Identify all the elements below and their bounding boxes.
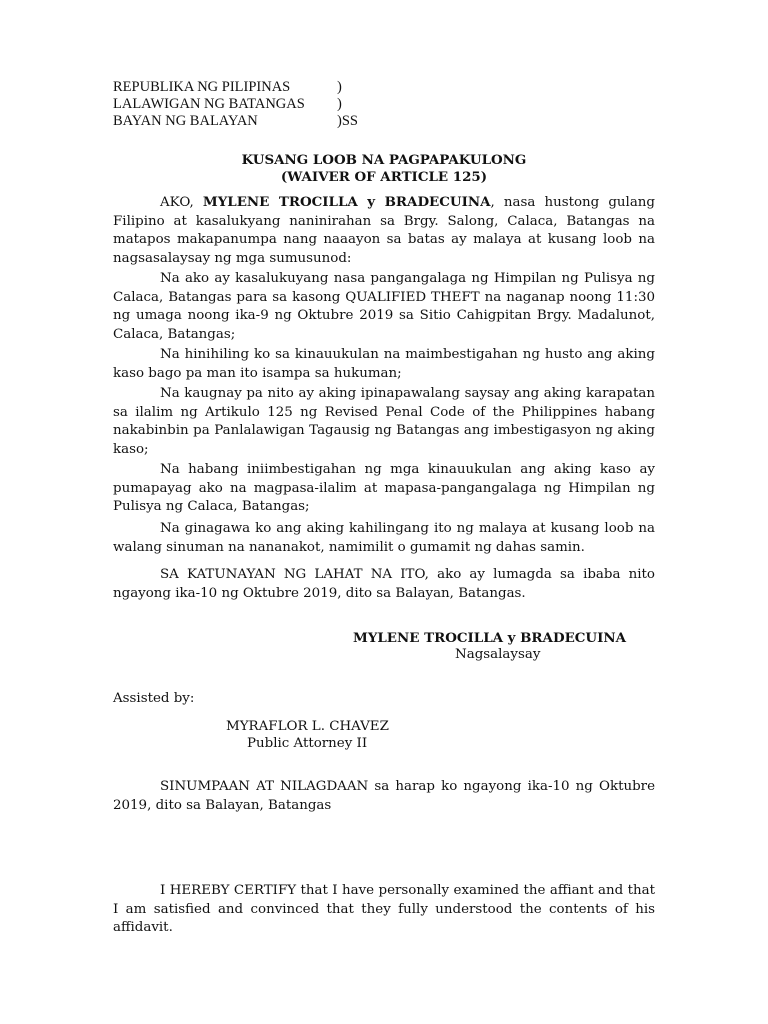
venue-label: LALAWIGAN NG BATANGAS: [113, 96, 305, 112]
document-title: KUSANG LOOB NA PAGPAPAKULONG: [241, 152, 527, 168]
intro-text: , nasa hustong gulang Filipino at kasalukyang naninirahan sa Brgy. Salong, Calaca, Batangas na matapos makapanumpa nang naaayon sa batas ay malaya at kusang loob na nagsasalaysay ng mga sumusunod:: [113, 195, 656, 266]
certification-paragraph: I HEREBY CERTIFY that I have personally examined the affiant and that I am satisfied and convinced that they fully understood the contents of his affidavit.: [113, 883, 655, 935]
intro-prefix: AKO,: [160, 195, 203, 210]
venue-line-republic: [113, 79, 358, 96]
venue-label: REPUBLIKA NG PILIPINAS: [113, 79, 291, 95]
venue-label: BAYAN NG BALAYAN: [113, 113, 258, 129]
paragraph-investigation: Na hinihiling ko sa kinauukulan na maimbestigahan ng husto ang aking kaso bago pa man ito isampa sa hukuman;: [113, 347, 655, 381]
paragraph-consent: Na habang iniimbestigahan ng mga kinauukulan ang aking kaso ay pumapayag ako na magpasa-ilalim at mapasa-pangangalaga ng Himpilan ng Pulisya ng Calaca, Batangas;: [113, 462, 655, 514]
intro-paragraph: [113, 193, 655, 268]
paragraph-custody: Na ako ay kasalukuyang nasa pangangalaga ng Himpilan ng Pulisya ng Calaca, Batangas para sa kasong QUALIFIED THEFT na naganap noong 11:30 ng umaga noong ika-9 ng Oktubre 2019 sa Sitio Cahigpitan Brgy. Madalunot, Calaca, Batangas;: [113, 271, 655, 342]
venue-line-province: [113, 96, 358, 113]
paragraph-waiver: Na kaugnay pa nito ay aking ipinapawalang saysay ang aking karapatan sa ilalim ng Artikulo 125 ng Revised Penal Code of the Philippines habang nakabinbin pa Panlalawigan Tagausig ng Batangas ang imbestigasyon ng aking kaso;: [113, 386, 655, 457]
venue-bracket: ): [337, 96, 342, 112]
assisted-by-label: Assisted by:: [113, 691, 195, 706]
paragraph-attestation: SA KATUNAYAN NG LAHAT NA ITO, ako ay lumagda sa ibaba nito ngayong ika-10 ng Oktubre 2019, dito sa Balayan, Batangas.: [113, 567, 655, 601]
affiant-signature-role: Nagsalaysay: [455, 647, 541, 662]
attorney-title: Public Attorney II: [247, 736, 368, 751]
venue-header: [113, 79, 358, 130]
paragraph-voluntary: Na ginagawa ko ang aking kahilingang ito ng malaya at kusang loob na walang sinuman na nananakot, namimilit o gumamit ng dahas samin.: [113, 521, 655, 555]
venue-bracket: )SS: [337, 113, 358, 129]
venue-bracket: ): [337, 79, 342, 95]
affiant-signature-name: MYLENE TROCILLA y BRADECUINA: [353, 630, 626, 646]
attorney-name: MYRAFLOR L. CHAVEZ: [226, 719, 389, 734]
oath-paragraph: SINUMPAAN AT NILAGDAAN sa harap ko ngayong ika-10 ng Oktubre 2019, dito sa Balayan, Batangas: [113, 779, 655, 813]
document-subtitle: (WAIVER OF ARTICLE 125): [280, 169, 488, 185]
affiant-name: MYLENE TROCILLA y BRADECUINA: [202, 194, 491, 210]
venue-line-town: [113, 113, 358, 130]
